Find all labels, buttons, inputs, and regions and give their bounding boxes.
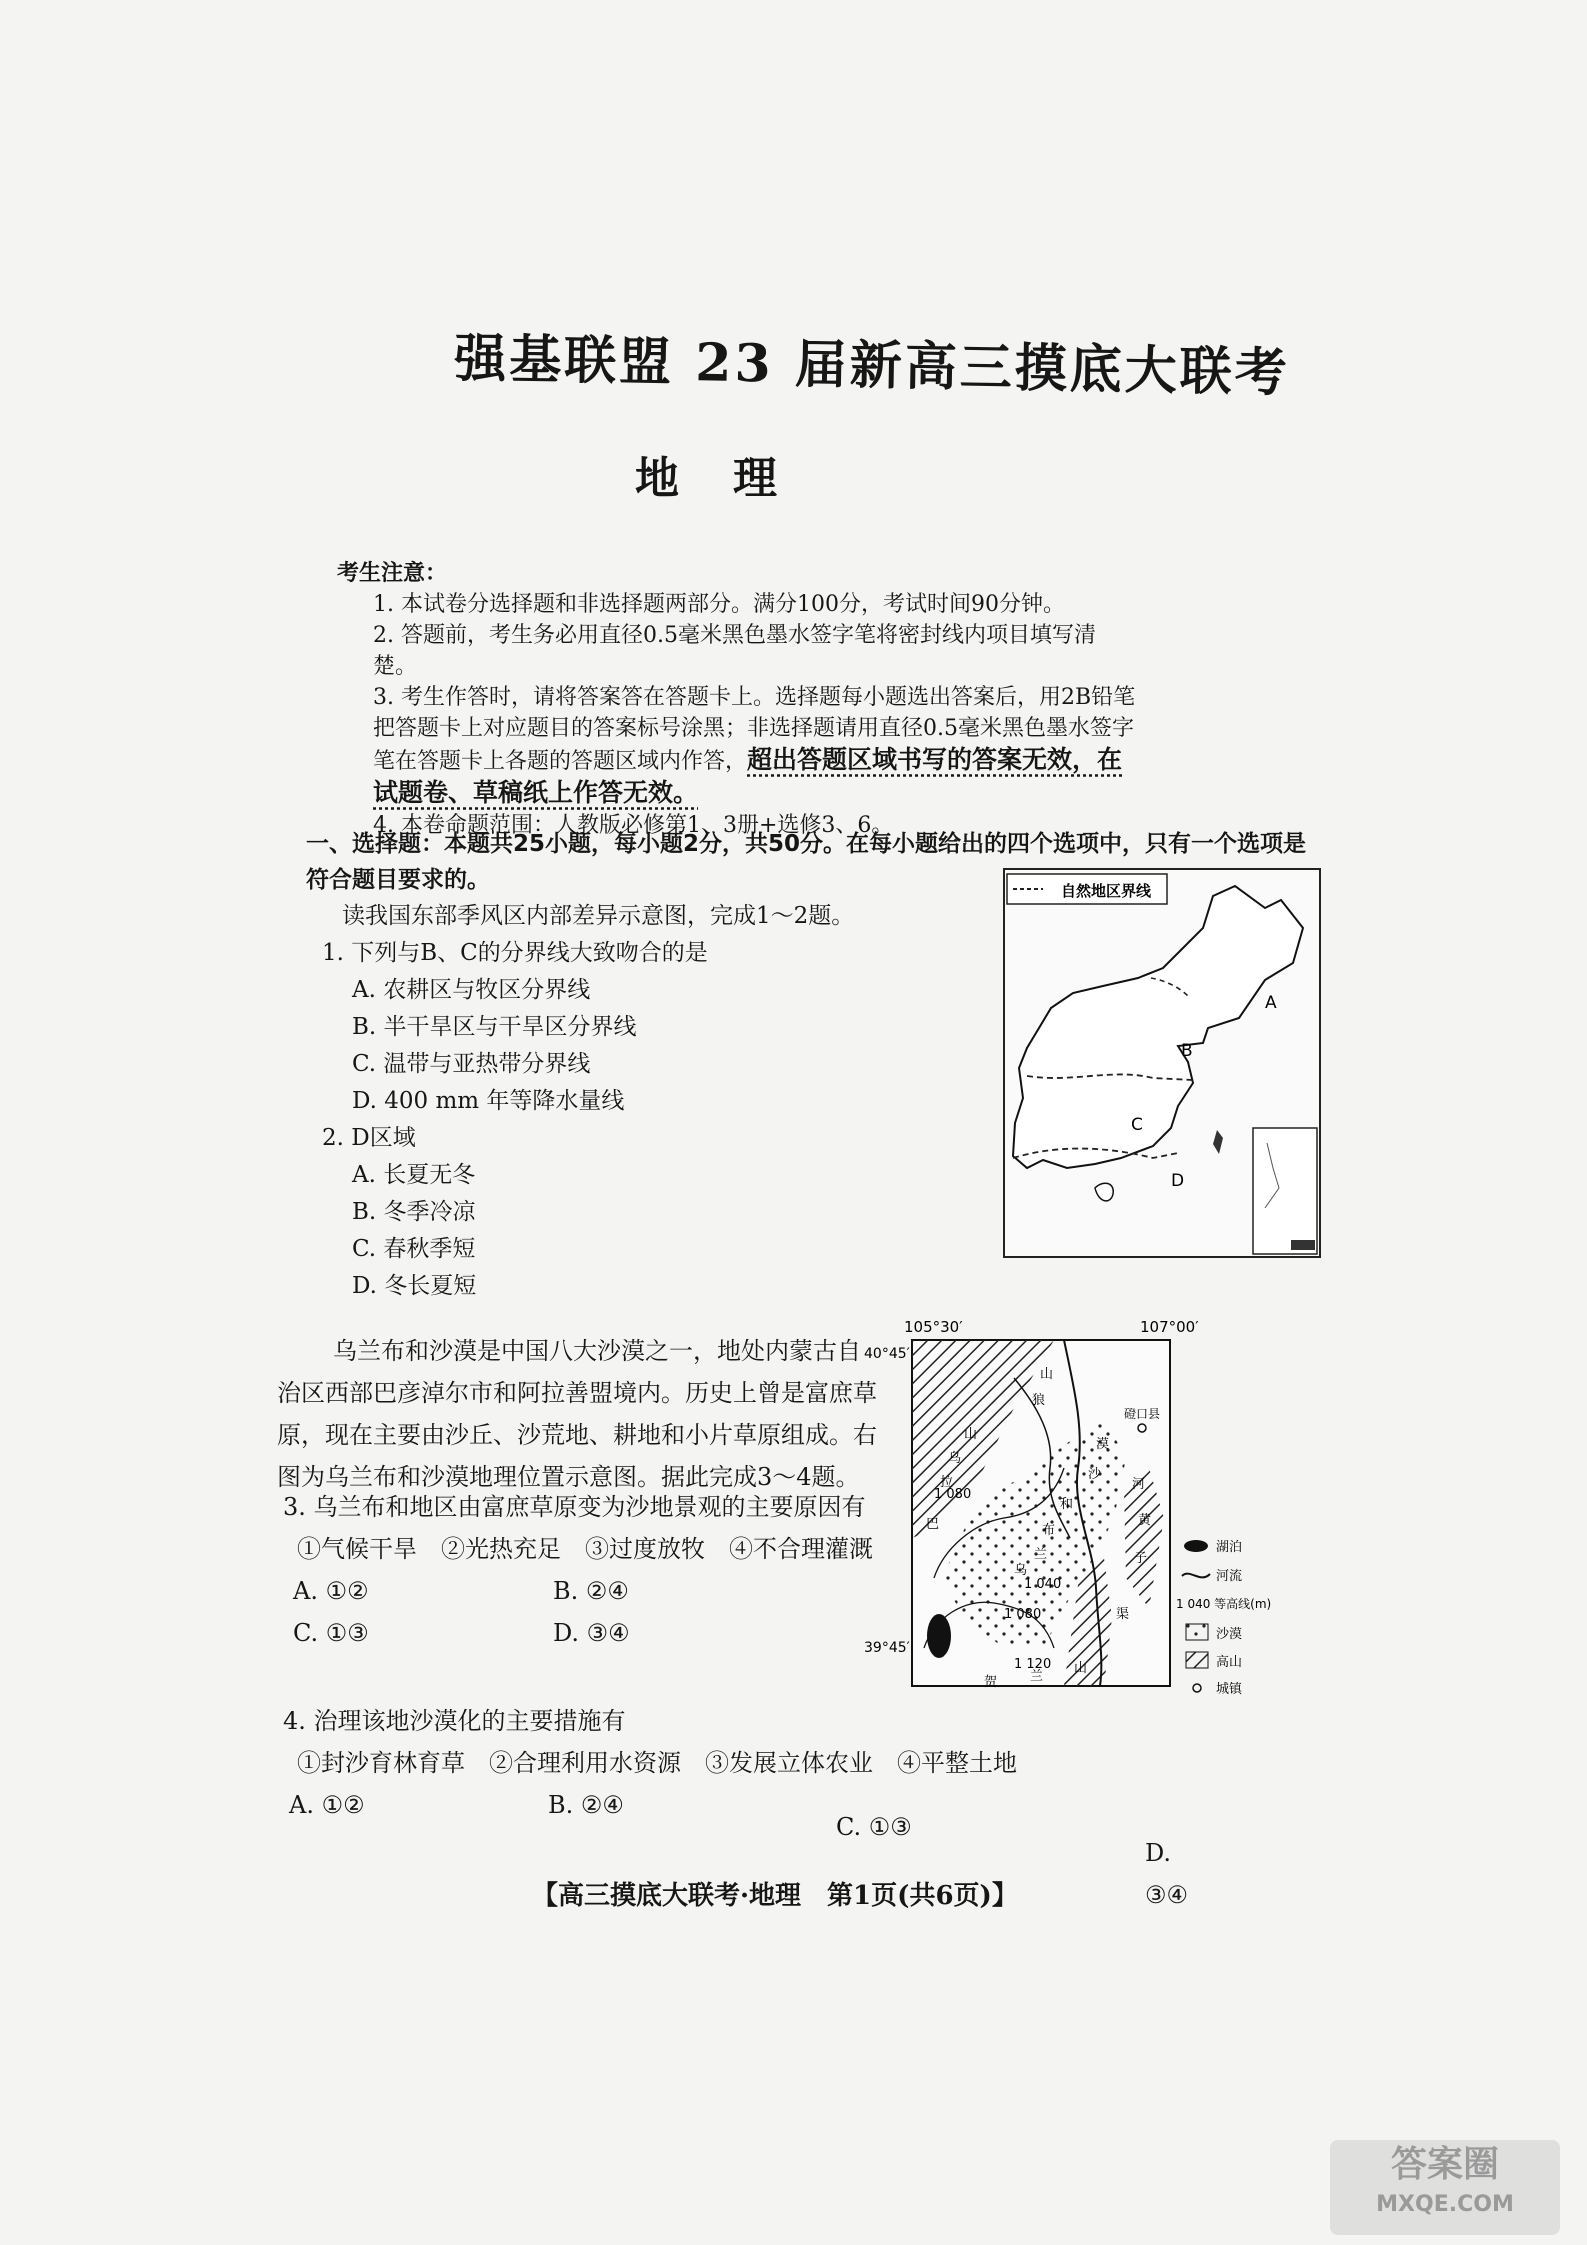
q4-option-c: C. ①③: [836, 1813, 912, 1841]
q4-option-d: D. ③④: [1145, 1839, 1189, 1909]
place-char: 和: [1060, 1497, 1074, 1512]
contour-label-2: 1 040: [1024, 1577, 1062, 1592]
site-watermark: [1330, 2140, 1560, 2235]
place-char: 巴: [926, 1517, 940, 1532]
legend-desert: 沙漠: [1216, 1627, 1243, 1642]
q2-option-b: B. 冬季冷凉: [352, 1199, 476, 1225]
place-char: 漠: [1096, 1437, 1110, 1452]
question-1-2-block: [322, 898, 1002, 1305]
place-char: 山: [1040, 1367, 1054, 1382]
place-char: 山: [1074, 1661, 1088, 1676]
place-char: 贺: [984, 1675, 998, 1690]
notice-item-4: 4. 本卷命题范围：人教版必修第1、3册+选修3、6。: [373, 813, 894, 838]
region-label-a: A: [1265, 993, 1277, 1013]
q3-option-b: B. ②④: [553, 1577, 629, 1605]
q3-stem: 3. 乌兰布和地区由富庶草原变为沙地景观的主要原因有: [283, 1493, 866, 1521]
lon-left-label: 105°30′: [904, 1318, 963, 1336]
q4-choices: ①封沙育林育草 ②合理利用水资源 ③发展立体农业 ④平整土地: [297, 1749, 1017, 1777]
passage-wulanbuhe: [277, 1330, 877, 1498]
map1-legend: 自然地区界线: [1061, 882, 1152, 900]
map2-legend: [1176, 1539, 1271, 1697]
place-char: 布: [1042, 1523, 1056, 1538]
place-char: 狼: [1032, 1393, 1046, 1408]
place-char: 黄: [1138, 1513, 1152, 1528]
q2-option-d: D. 冬长夏短: [352, 1273, 477, 1299]
notice-item-1: 1. 本试卷分选择题和非选择题两部分。满分100分，考试时间90分钟。: [373, 592, 1065, 617]
town-label: 磴口县: [1124, 1407, 1161, 1421]
q2-option-a: A. 长夏无冬: [352, 1162, 476, 1188]
q1-2-intro: 读我国东部季风区内部差异示意图，完成1～2题。: [342, 903, 855, 929]
contour-label-4: 1 120: [1014, 1657, 1052, 1672]
q1-option-b: B. 半干旱区与干旱区分界线: [352, 1014, 637, 1040]
watermark-url: MXQE.COM: [1376, 2192, 1514, 2217]
region-label-b: B: [1181, 1041, 1193, 1061]
question-4-block: [283, 1700, 1189, 1909]
q1-option-c: C. 温带与亚热带分界线: [352, 1051, 591, 1077]
question-3-block: [283, 1486, 883, 1654]
q3-option-c: C. ①③: [293, 1619, 369, 1647]
legend-lake: 湖泊: [1216, 1540, 1243, 1555]
legend-river: 河流: [1216, 1569, 1243, 1584]
q4-option-a: A. ①②: [289, 1791, 365, 1819]
place-char: 河: [1132, 1477, 1146, 1492]
q1-option-a: A. 农耕区与牧区分界线: [352, 977, 591, 1003]
notice-item-2: 2. 答题前，考生务必用直径0.5毫米黑色墨水签字笔将密封线内项目填写清楚。: [373, 623, 1096, 679]
exam-title: 强基联盟 23 届新高三摸底大联考: [453, 327, 1291, 404]
q1-stem: 1. 下列与B、C的分界线大致吻合的是: [322, 940, 708, 966]
candidate-notice: [337, 558, 1137, 841]
place-char: 乌: [948, 1451, 962, 1466]
subject-title: 地理: [635, 453, 831, 504]
q2-stem: 2. D区域: [322, 1125, 416, 1151]
q3-option-a: A. ①②: [293, 1577, 369, 1605]
contour-label-3: 1 080: [1004, 1607, 1042, 1622]
place-char: 兰: [1030, 1669, 1044, 1684]
place-char: 乌: [1014, 1563, 1028, 1578]
place-char: 山: [964, 1427, 978, 1442]
notice-item-3-emphasis: 超出答题区域书写的答案无效，在试题卷、草稿纸上作答无效。: [373, 745, 1123, 807]
lat-bottom-label: 39°45′: [864, 1640, 910, 1656]
place-char: 渠: [1116, 1607, 1130, 1622]
section-1-heading: 一、选择题：本题共25小题，每小题2分，共50分。在每小题给出的四个选项中，只有一个选项是符合题目要求的。: [306, 831, 1307, 893]
q2-option-c: C. 春秋季短: [352, 1236, 476, 1262]
passage-text: 乌兰布和沙漠是中国八大沙漠之一，地处内蒙古自治区西部巴彦淖尔市和阿拉善盟境内。历史上曾是富庶草原，现在主要由沙丘、沙荒地、耕地和小片草原组成。右图为乌兰布和沙漠地理位置示意图。据此完成3～4题。: [277, 1337, 877, 1491]
notice-item-3-text: 3. 考生作答时，请将答案答在答题卡上。选择题每小题选出答案后，用2B铅笔把答题卡上对应题目的答案标号涂黑；非选择题请用直径0.5毫米黑色墨水签字笔在答题卡上各题的答题区域内作答，: [373, 685, 1136, 774]
place-char: 沙: [1088, 1467, 1102, 1482]
monsoon-region-map: [1003, 868, 1321, 1258]
legend-contour: 1 040 等高线(m): [1176, 1597, 1272, 1611]
q3-option-d: D. ③④: [553, 1619, 630, 1647]
watermark-logo-text: 答案圈: [1390, 2144, 1499, 2185]
contour-label-1: 1 080: [934, 1487, 972, 1502]
place-char: 子: [1134, 1551, 1148, 1566]
q4-stem: 4. 治理该地沙漠化的主要措施有: [283, 1707, 626, 1735]
lon-right-label: 107°00′: [1140, 1318, 1199, 1336]
notice-heading: 考生注意：: [337, 561, 448, 586]
legend-mountain: 高山: [1216, 1655, 1243, 1670]
q1-option-d: D. 400 mm 年等降水量线: [352, 1088, 625, 1114]
legend-town: 城镇: [1216, 1682, 1243, 1697]
q4-option-b: B. ②④: [548, 1791, 624, 1819]
place-char: 拉: [940, 1475, 954, 1490]
notice-item-3: [373, 682, 1137, 810]
place-char: 兰: [1034, 1547, 1048, 1562]
lat-top-label: 40°45′: [864, 1346, 910, 1362]
wulanbuhe-desert-map: [864, 1318, 1316, 1718]
region-label-d: D: [1171, 1171, 1185, 1191]
region-label-c: C: [1131, 1115, 1143, 1135]
page-footer: 【高三摸底大联考·地理 第1页(共6页)】: [532, 1881, 1018, 1911]
q3-choices: ①气候干旱 ②光热充足 ③过度放牧 ④不合理灌溉: [297, 1535, 873, 1563]
